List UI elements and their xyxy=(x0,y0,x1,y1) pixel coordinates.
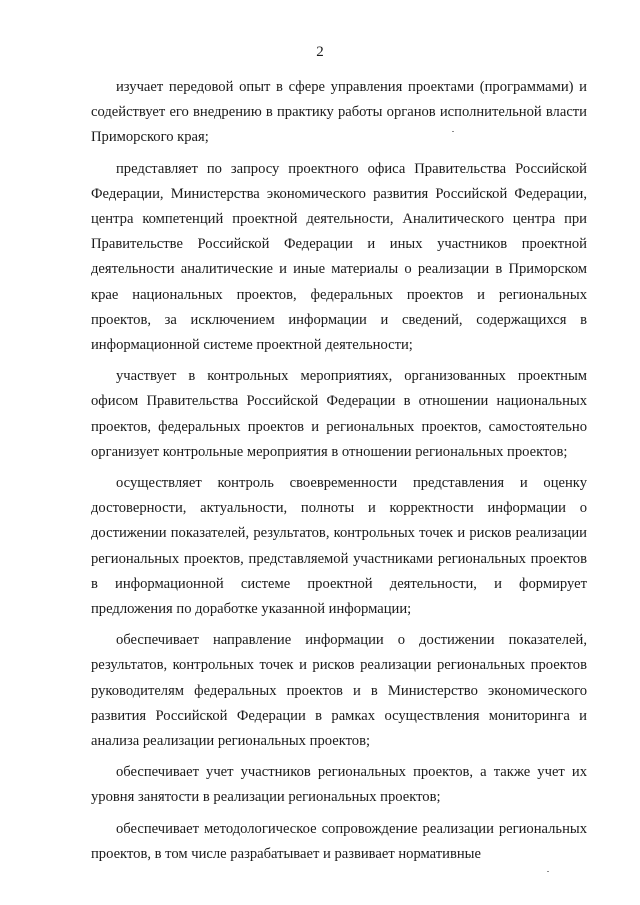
document-body xyxy=(91,75,587,867)
paragraph-3: участвует в контрольных мероприятиях, организованных проектным офисом Правительства Российской Федерации в отношении национальных проектов, федеральных проектов и региональных проектов, самостоятельно организует контрольные мероприятия в отношении региональных проектов; xyxy=(91,368,587,460)
paragraph-1: изучает передовой опыт в сфере управления проектами (программами) и содействует его внедрению в практику работы органов исполнительной власти Приморского края; xyxy=(91,79,587,146)
scan-speck xyxy=(452,131,454,132)
page-number: 2 xyxy=(316,44,324,60)
paragraph-2: представляет по запросу проектного офиса Правительства Российской Федерации, Министерства экономического развития Российской Федерации, центра компетенций проектной деятельности, Аналитического центра при Правительстве Российской Федерации и иных участников проектной деятельности аналитические и иные материалы о реализации в Приморском крае национальных проектов, федеральных проектов и региональных проектов, за исключением информации и сведений, содержащихся в информационной системе проектной деятельности; xyxy=(91,160,587,354)
paragraph-5: обеспечивает направление информации о достижении показателей, результатов, контрольных точек и рисков реализации региональных проектов руководителям федеральных проектов и в Министерство экономического развития Российской Федерации в рамках осуществления мониторинга и анализа реализации региональных проектов; xyxy=(91,632,587,750)
scan-speck xyxy=(547,871,549,872)
paragraph-4: осуществляет контроль своевременности представления и оценку достоверности, актуальности, полноты и корректности информации о достижении показателей, результатов, контрольных точек и рисков реализации региональных проектов, представляемой участниками региональных проектов в информационной системе проектной деятельности, и формирует предложения по доработке указанной информации; xyxy=(91,475,587,618)
paragraph-6: обеспечивает учет участников региональных проектов, а также учет их уровня занятости в реализации региональных проектов; xyxy=(91,764,587,806)
paragraph-7: обеспечивает методологическое сопровождение реализации региональных проектов, в том числе разрабатывает и развивает нормативные xyxy=(91,820,587,862)
